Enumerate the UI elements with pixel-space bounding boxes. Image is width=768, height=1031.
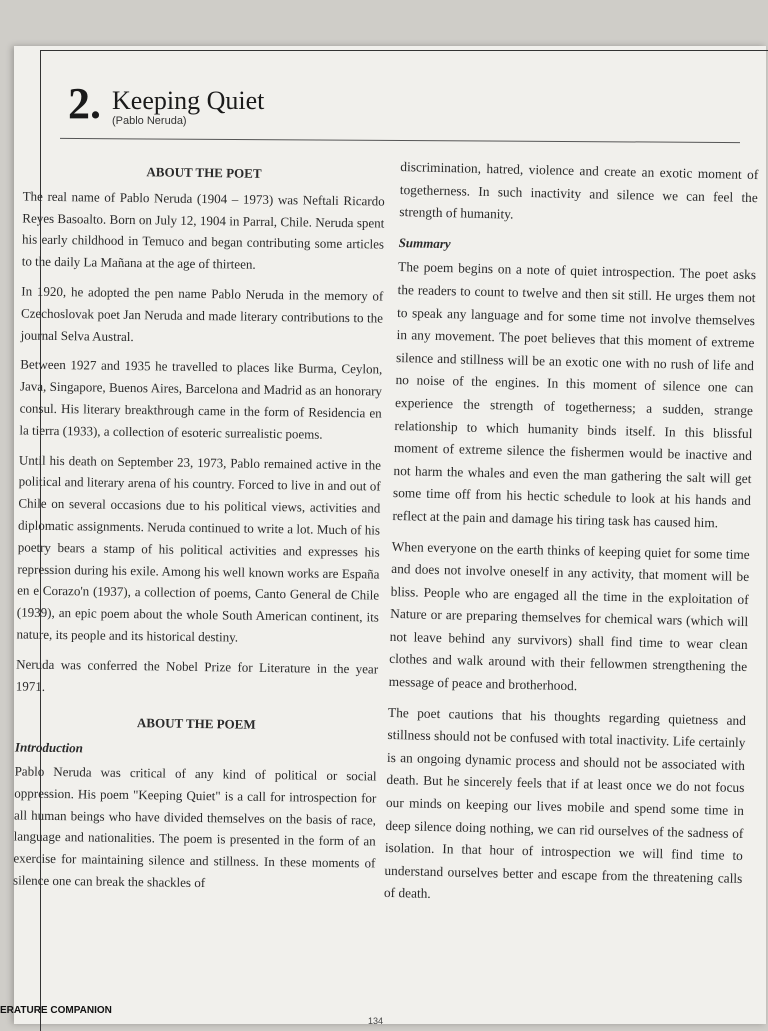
about-poet-paragraph: In 1920, he adopted the pen name Pablo Neruda in the memory of Czechoslovak poet Jan Neruda and made literary contributions to the journal Selva Austral. [20, 283, 384, 344]
chapter-title: Keeping Quiet [112, 86, 265, 115]
chapter-number: 2. [68, 79, 101, 128]
page-number: 134 [368, 1016, 384, 1026]
introduction-heading: Introduction [14, 739, 83, 756]
about-poet-paragraph: Until his death on September 23, 1973, Pablo remained active in the political and literary arena of his country. Forced to live in and out of Chile on several occasions due to his political views, activities and diplomatic assignments. Neruda continued to write a lot. Much of his poetry bears a stamp of his political activities and expresses his repression during his exile. Among his well known works are España en e Corazo'n (1937), a collection of poems, Canto General de Chile (1939), an epic poem about the whole South American continent, its nature, its people and its historical destiny. [16, 452, 382, 645]
summary-paragraph: The poem begins on a note of quiet introspection. The poet asks the readers to count to twelve and then sit still. He urges them not to speak any language and for some time not involve themselves in any movement. The poet believes that this moment of extreme silence and stillness will be an exotic one with no rush of life and no noise of the engines. In this moment of silence one can experience the strength of togetherness; a sudden, strange relationship to which humanity binds itself. In this blissful moment of extreme silence the fishermen would be inactive and not harm the whales and even the man gathering the salt will get some time off from his hectic schedule to look at his hands and reflect at the pain and damage his tiring task has caused him. [392, 259, 757, 531]
right-column [383, 156, 758, 921]
summary-paragraph: The poet cautions that his thoughts regarding quietness and stillness should not be confused with total inactivity. Life certainly is an ongoing dynamic process and should not be associated with death. But he sincerely feels that if at least once we do not focus our minds on keeping our lives mobile and spend some time in deep silence doing nothing, we can rid ourselves of the sadness of isolation. In that hour of introspection we will find time to understand ourselves better and escape from the threatening calls of death. [383, 704, 747, 902]
about-poet-paragraph: Neruda was conferred the Nobel Prize for Literature in the year 1971. [15, 656, 379, 694]
footer-book-title: ERATURE COMPANION [0, 1005, 112, 1016]
about-poet-paragraph: Between 1927 and 1935 he travelled to places like Burma, Ceylon, Java, Singapore, Buenos Aires, Barcelona and Madrid as an honorary consul. His literary breakthrough came in the form of Residencia en la tierra (1933), a collection of esoteric surrealistic poems. [19, 356, 383, 442]
left-column [13, 160, 385, 905]
chapter-author: (Pablo Neruda) [112, 115, 187, 127]
summary-heading: Summary [398, 234, 451, 251]
continuation-paragraph: discrimination, hatred, violence and create an exotic moment of togetherness. In such inactivity and silence we can feel the strength of humanity. [399, 159, 759, 222]
about-poet-paragraph: The real name of Pablo Neruda (1904 – 1973) was Neftali Ricardo Reyes Basoalto. Born on July 12, 1904 in Parral, Chile. Neruda spent his early childhood in Temuco and began contributing some articles to the daily La Mañana at the age of thirteen. [21, 188, 385, 272]
about-poet-heading: ABOUT THE POET [146, 164, 262, 181]
introduction-paragraph: Pablo Neruda was critical of any kind of political or social oppression. His poem "Keeping Quiet" is a call for introspection for all human beings who have divided themselves on the basis of race, language and nationalities. The poem is presented in the form of an exercise for maintaining silence and stillness. In these moments of silence one can break the shackles of [13, 763, 377, 891]
about-poem-heading: ABOUT THE POEM [136, 715, 256, 733]
summary-paragraph: When everyone on the earth thinks of keeping quiet for some time and does not involve oneself in any activity, that moment will be bliss. People who are engaged all the time in the exploitation of Nature or are preparing themselves for chemical wars (which will not leave behind any survivors) shall find time to wear clean clothes and walk around with their fellowmen strengthening the message of peace and brotherhood. [388, 538, 750, 694]
